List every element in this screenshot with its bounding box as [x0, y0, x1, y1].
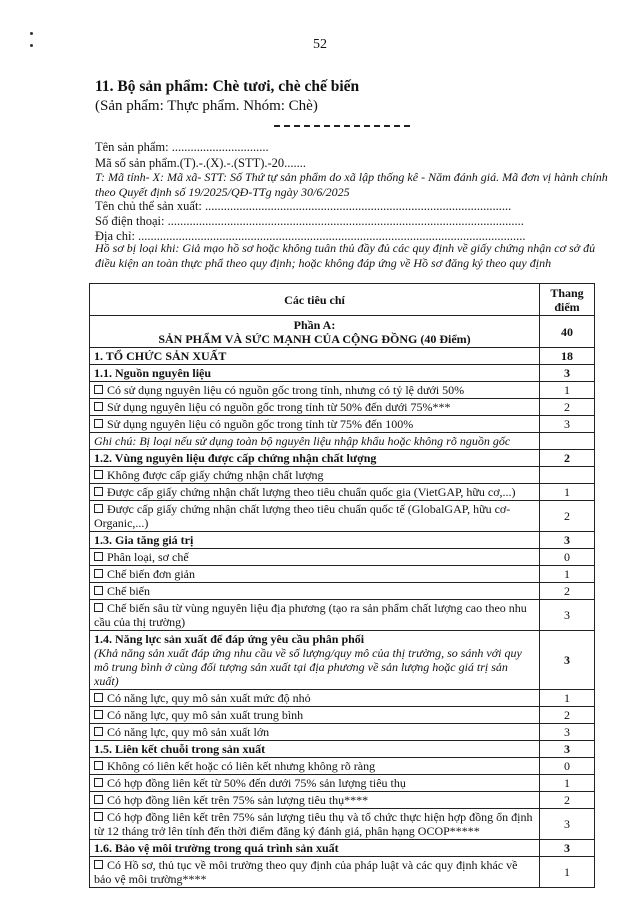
criteria-sub-note: (Khả năng sản xuất đáp ứng nhu cầu về số lượng/quy mô của thị trường, so sánh với quy mô trung bình ở cùng đối tượng sản xuất tại địa phương về sản lượng hoặc giá trị sản xuất)	[94, 646, 522, 688]
code-note: T: Mã tỉnh- X: Mã xã- STT: Số Thứ tự sản phẩm do xã lập thống kê - Năm đánh giá. Mã đơn vị hành chính theo Quyết định số 19/2025/QĐ-TTg ngày 30/6/2025	[95, 170, 608, 199]
score-cell: 3	[540, 600, 595, 631]
table-row	[90, 792, 595, 809]
criteria-text: Có Hồ sơ, thủ tục về môi trường theo quy định của pháp luật và các quy định khác về bảo vệ môi trường****	[94, 858, 518, 886]
score-cell: 1	[540, 857, 595, 888]
table-row	[90, 532, 595, 549]
table-row	[90, 450, 595, 467]
criteria-cell	[90, 857, 540, 888]
criteria-cell	[90, 433, 540, 450]
table-row	[90, 549, 595, 566]
criteria-cell	[90, 758, 540, 775]
table-row	[90, 399, 595, 416]
table-row	[90, 724, 595, 741]
table-row	[90, 382, 595, 399]
checkbox-icon	[94, 778, 103, 787]
score-cell: 2	[540, 399, 595, 416]
criteria-cell	[90, 741, 540, 758]
table-row	[90, 348, 595, 365]
table-row	[90, 416, 595, 433]
checkbox-icon	[94, 710, 103, 719]
phone-field: Số điện thoại: ..................................................................................................................	[95, 214, 524, 228]
score-cell: 3	[540, 416, 595, 433]
table-row	[90, 809, 595, 840]
criteria-text: 1.1. Nguồn nguyên liệu	[94, 366, 212, 380]
score-cell: 2	[540, 583, 595, 600]
table-row	[90, 758, 595, 775]
criteria-cell	[90, 450, 540, 467]
criteria-text: 1.4. Năng lực sản xuất để đáp ứng yêu cầu phân phối	[94, 632, 365, 646]
table-row	[90, 857, 595, 888]
checkbox-icon	[94, 552, 103, 561]
table-row	[90, 840, 595, 857]
table-row	[90, 583, 595, 600]
criteria-cell	[90, 775, 540, 792]
score-cell: 1	[540, 382, 595, 399]
criteria-cell	[90, 382, 540, 399]
table-row	[90, 741, 595, 758]
criteria-cell	[90, 467, 540, 484]
criteria-cell	[90, 600, 540, 631]
criteria-text: Sử dụng nguyên liệu có nguồn gốc trong tỉnh từ 75% đến 100%	[107, 417, 414, 431]
criteria-text: Chế biến đơn giản	[107, 567, 195, 581]
table-row	[90, 501, 595, 532]
checkbox-icon	[94, 761, 103, 770]
criteria-cell	[90, 707, 540, 724]
criteria-cell	[90, 690, 540, 707]
criteria-text: Có năng lực, quy mô sản xuất mức độ nhỏ	[107, 691, 311, 705]
table-row	[90, 433, 595, 450]
part-a-row	[90, 316, 595, 348]
table-header-row	[90, 284, 595, 316]
part-a-title: SẢN PHẨM VÀ SỨC MẠNH CỦA CỘNG ĐỒNG (40 Điểm)	[158, 331, 471, 346]
score-cell: 3	[540, 631, 595, 690]
score-cell: 3	[540, 809, 595, 840]
criteria-text: Được cấp giấy chứng nhận chất lượng theo tiêu chuẩn quốc tế (GlobalGAP, hữu cơ-Organic,...)	[94, 502, 511, 530]
criteria-text: Không được cấp giấy chứng nhận chất lượng	[107, 468, 324, 482]
part-a-label: Phần A:	[293, 317, 336, 332]
product-name-field: Tên sản phẩm: ...............................	[95, 140, 269, 154]
criteria-text: Được cấp giấy chứng nhận chất lượng theo tiêu chuẩn quốc gia (VietGAP, hữu cơ,...)	[107, 485, 516, 499]
criteria-text: Có hợp đồng liên kết từ 50% đến dưới 75% sản lượng tiêu thụ	[107, 776, 406, 790]
table-row	[90, 365, 595, 382]
criteria-text: 1.2. Vùng nguyên liệu được cấp chứng nhận chất lượng	[94, 451, 377, 465]
section-subtitle: (Sản phẩm: Thực phẩm. Nhóm: Chè)	[95, 98, 318, 114]
checkbox-icon	[94, 727, 103, 736]
criteria-text: Có năng lực, quy mô sản xuất trung bình	[107, 708, 304, 722]
score-cell: 18	[540, 348, 595, 365]
score-cell: 2	[540, 792, 595, 809]
criteria-cell	[90, 484, 540, 501]
score-cell: 3	[540, 840, 595, 857]
criteria-text: Chế biến sâu từ vùng nguyên liệu địa phương (tạo ra sản phẩm chất lượng cao theo nhu cầu của thị trường)	[94, 601, 527, 629]
criteria-text: 1.6. Bảo vệ môi trường trong quá trình sản xuất	[94, 841, 339, 855]
criteria-cell	[90, 724, 540, 741]
criteria-cell	[90, 792, 540, 809]
header-score: Thang điểm	[540, 284, 595, 316]
table-row	[90, 600, 595, 631]
criteria-cell	[90, 809, 540, 840]
checkbox-icon	[94, 402, 103, 411]
score-cell: 3	[540, 741, 595, 758]
checkbox-icon	[94, 586, 103, 595]
scan-dot	[30, 32, 33, 35]
criteria-cell	[90, 583, 540, 600]
checkbox-icon	[94, 487, 103, 496]
score-cell: 1	[540, 775, 595, 792]
checkbox-icon	[94, 795, 103, 804]
score-cell: 0	[540, 549, 595, 566]
score-cell: 1	[540, 484, 595, 501]
checkbox-icon	[94, 860, 103, 869]
criteria-cell	[90, 416, 540, 433]
header-criteria: Các tiêu chí	[90, 284, 540, 316]
part-a-score: 40	[540, 316, 595, 348]
product-code-field: Mã số sản phẩm.(T).-.(X).-.(STT).-20.......	[95, 156, 307, 170]
score-cell: 3	[540, 724, 595, 741]
criteria-text: Phân loại, sơ chế	[107, 550, 189, 564]
checkbox-icon	[94, 504, 103, 513]
dashed-divider	[274, 125, 410, 127]
score-cell: 1	[540, 690, 595, 707]
checkbox-icon	[94, 603, 103, 612]
score-cell: 2	[540, 707, 595, 724]
table-row	[90, 566, 595, 583]
criteria-text: 1.3. Gia tăng giá trị	[94, 533, 194, 547]
part-a-cell	[90, 316, 540, 348]
disqualify-note: Hồ sơ bị loại khi: Giả mạo hồ sơ hoặc không tuân thủ đầy đủ các quy định về giấy chứng nhận cơ sở đủ điều kiện an toàn thực phẩ theo quy định; hoặc không đáp ứng về Hồ sơ đăng ký theo quy định	[95, 241, 596, 270]
table-row	[90, 775, 595, 792]
table-row	[90, 467, 595, 484]
address-field: Địa chỉ: ............................................................................................................................	[95, 229, 526, 243]
criteria-text: Có năng lực, quy mô sản xuất lớn	[107, 725, 270, 739]
section-title: 11. Bộ sản phẩm: Chè tươi, chè chế biến	[95, 78, 360, 95]
checkbox-icon	[94, 693, 103, 702]
criteria-text: Có sử dụng nguyên liệu có nguồn gốc trong tỉnh, nhưng có tỷ lệ dưới 50%	[107, 383, 465, 397]
criteria-text: Sử dụng nguyên liệu có nguồn gốc trong tỉnh từ 50% đến dưới 75%***	[107, 400, 451, 414]
checkbox-icon	[94, 470, 103, 479]
criteria-cell	[90, 348, 540, 365]
checkbox-icon	[94, 385, 103, 394]
table-row	[90, 631, 595, 690]
checkbox-icon	[94, 569, 103, 578]
score-cell: 3	[540, 532, 595, 549]
score-cell	[540, 433, 595, 450]
criteria-cell	[90, 549, 540, 566]
criteria-cell	[90, 566, 540, 583]
score-cell: 3	[540, 365, 595, 382]
criteria-cell	[90, 532, 540, 549]
checkbox-icon	[94, 419, 103, 428]
criteria-cell	[90, 399, 540, 416]
criteria-table	[89, 283, 595, 888]
criteria-cell	[90, 365, 540, 382]
table-row	[90, 484, 595, 501]
checkbox-icon	[94, 812, 103, 821]
criteria-cell	[90, 501, 540, 532]
criteria-text: Có hợp đồng liên kết trên 75% sản lượng tiêu thụ và tổ chức thực hiện hợp đồng ổn định từ 12 tháng trở lên tính đến thời điểm đăng ký đánh giá, phân hạng OCOP*****	[94, 810, 533, 838]
criteria-text: Chế biến	[107, 584, 150, 598]
score-cell	[540, 467, 595, 484]
owner-field: Tên chủ thể sản xuất: ..................................................................................................	[95, 199, 512, 213]
criteria-text: 1.5. Liên kết chuỗi trong sản xuất	[94, 742, 266, 756]
score-cell: 2	[540, 501, 595, 532]
criteria-cell	[90, 840, 540, 857]
score-cell: 1	[540, 566, 595, 583]
criteria-cell	[90, 631, 540, 690]
criteria-text: Không có liên kết hoặc có liên kết nhưng không rõ ràng	[107, 759, 376, 773]
score-cell: 2	[540, 450, 595, 467]
criteria-text: Ghi chú: Bị loại nếu sử dụng toàn bộ nguyên liệu nhập khẩu hoặc không rõ nguồn gốc	[94, 434, 511, 448]
criteria-text: 1. TỔ CHỨC SẢN XUẤT	[94, 349, 227, 363]
score-cell: 0	[540, 758, 595, 775]
page-number: 52	[313, 37, 327, 52]
table-row	[90, 707, 595, 724]
table-row	[90, 690, 595, 707]
criteria-text: Có hợp đồng liên kết trên 75% sản lượng tiêu thụ****	[107, 793, 369, 807]
